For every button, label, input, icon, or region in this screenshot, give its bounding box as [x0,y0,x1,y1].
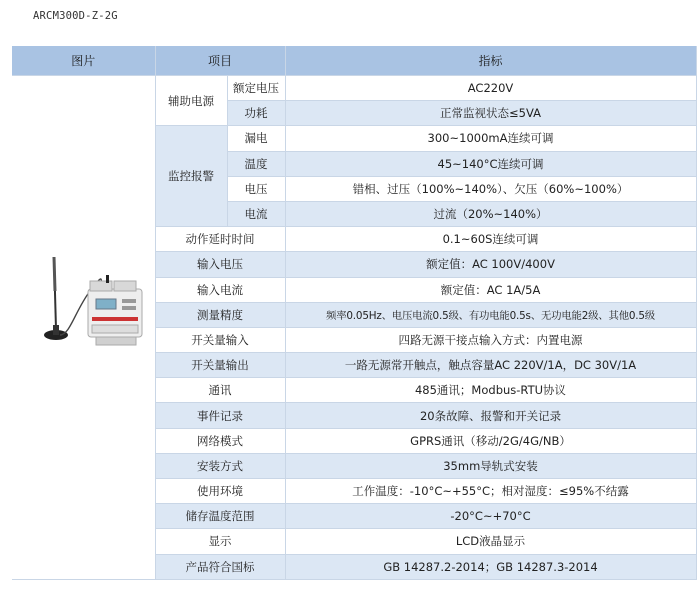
row-value: GB 14287.2-2014；GB 14287.3-2014 [285,554,696,579]
header-spec: 指标 [285,46,696,76]
row-item: 储存温度范围 [155,504,285,529]
row-item: 动作延时时间 [155,227,285,252]
row-value: 工作温度：-10°C~+55°C；相对湿度：≤95%不结露 [285,479,696,504]
row-value: 20条故障、报警和开关记录 [285,403,696,428]
row-value: 485通讯；Modbus-RTU协议 [285,378,696,403]
row-item: 网络模式 [155,428,285,453]
row-sub-label: 温度 [227,151,285,176]
group-aux-power: 辅助电源 [155,76,227,126]
row-item: 输入电流 [155,277,285,302]
row-item: 显示 [155,529,285,554]
row-value: 一路无源常开触点，触点容量AC 220V/1A，DC 30V/1A [285,353,696,378]
row-item: 使用环境 [155,479,285,504]
model-number: ARCM300D-Z-2G [33,10,118,22]
row-item: 安装方式 [155,453,285,478]
row-item: 通讯 [155,378,285,403]
row-value: 0.1~60S连续可调 [285,227,696,252]
product-image-cell [12,76,155,580]
row-value: 四路无源干接点输入方式：内置电源 [285,327,696,352]
group-monitor-alarm: 监控报警 [155,126,227,227]
row-sub-label: 电压 [227,176,285,201]
header-item: 项目 [155,46,285,76]
row-item: 产品符合国标 [155,554,285,579]
row-sub-label: 功耗 [227,101,285,126]
row-item: 输入电压 [155,252,285,277]
spec-table [12,46,697,580]
row-sub-label: 漏电 [227,126,285,151]
row-value: 额定值：AC 100V/400V [285,252,696,277]
row-value: LCD液晶显示 [285,529,696,554]
row-value: 频率0.05Hz、电压电流0.5级、有功电能0.5s、无功电能2级、其他0.5级 [285,302,696,327]
row-value: 错相、过压（100%~140%）、欠压（60%~100%） [285,176,696,201]
row-item: 测量精度 [155,302,285,327]
row-value: 正常监视状态≤5VA [285,101,696,126]
row-sub-label: 电流 [227,201,285,226]
row-value: -20°C~+70°C [285,504,696,529]
row-item: 事件记录 [155,403,285,428]
row-value: 过流（20%~140%） [285,201,696,226]
row-value: 45~140°C连续可调 [285,151,696,176]
row-item: 开关量输入 [155,327,285,352]
header-image: 图片 [12,46,155,76]
row-value: AC220V [285,76,696,101]
row-value: 额定值：AC 1A/5A [285,277,696,302]
row-item: 开关量输出 [155,353,285,378]
row-sub-label: 额定电压 [227,76,285,101]
row-value: 300~1000mA连续可调 [285,126,696,151]
row-value: 35mm导轨式安装 [285,453,696,478]
row-value: GPRS通讯（移动/2G/4G/NB） [285,428,696,453]
product-image [30,251,150,371]
